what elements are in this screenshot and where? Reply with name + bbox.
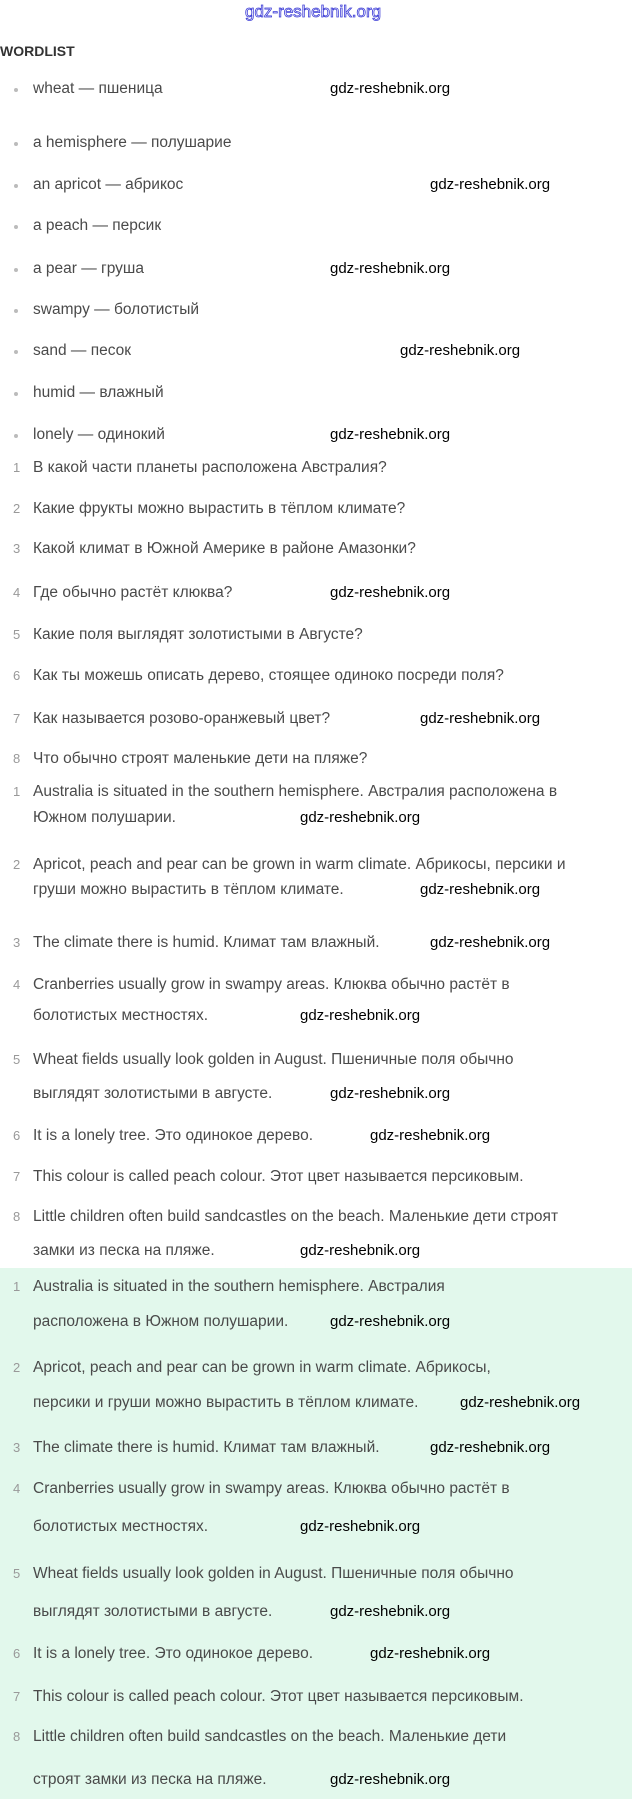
watermark: gdz-reshebnik.org xyxy=(330,1603,451,1620)
question-text: Какие поля выглядят золотистыми в Августе? xyxy=(33,626,363,643)
answer-number: 4 xyxy=(13,977,21,992)
question-text: Какой климат в Южной Америке в районе Амазонки? xyxy=(33,540,416,557)
watermark: gdz-reshebnik.org xyxy=(300,809,421,826)
bullet-icon xyxy=(14,309,18,313)
wordlist-item: wheat — пшеница xyxy=(33,80,163,97)
answer-text: строят замки из песка на пляже. xyxy=(33,1771,267,1788)
question-number: 7 xyxy=(13,711,21,726)
watermark: gdz-reshebnik.org xyxy=(330,1771,451,1788)
answer-number: 1 xyxy=(13,1279,21,1294)
question-text: Какие фрукты можно вырастить в тёплом климате? xyxy=(33,500,406,517)
question-text: В какой части планеты расположена Австралия? xyxy=(33,459,387,476)
answer-text: Little children often build sandcastles on the beach. Маленькие дети xyxy=(33,1728,507,1745)
question-text: Как ты можешь описать дерево, стоящее одиноко посреди поля? xyxy=(33,667,504,684)
bullet-icon xyxy=(14,268,18,272)
watermark: gdz-reshebnik.org xyxy=(300,1518,421,1535)
watermark: gdz-reshebnik.org xyxy=(330,80,451,97)
answer-number: 3 xyxy=(13,935,21,950)
answer-text: Australia is situated in the southern hemisphere. Австралия xyxy=(33,1278,445,1295)
answer-text: The climate there is humid. Климат там влажный. xyxy=(33,934,380,951)
answer-text: замки из песка на пляже. xyxy=(33,1242,215,1259)
question-text: Как называется розово-оранжевый цвет? xyxy=(33,710,331,727)
wordlist-item: a hemisphere — полушарие xyxy=(33,134,232,151)
answer-text: персики и груши можно вырастить в тёплом климате. xyxy=(33,1394,419,1411)
site-logo: gdz-reshebnik.org xyxy=(245,2,382,21)
answer-text: This colour is called peach colour. Этот цвет называется персиковым. xyxy=(33,1168,524,1185)
question-text: Что обычно строят маленькие дети на пляже? xyxy=(33,750,368,767)
question-number: 8 xyxy=(13,751,21,766)
watermark: gdz-reshebnik.org xyxy=(330,260,451,277)
bullet-icon xyxy=(14,142,18,146)
question-number: 6 xyxy=(13,668,21,683)
answer-number: 5 xyxy=(13,1052,21,1067)
answer-text: Australia is situated in the southern hemisphere. Австралия расположена в xyxy=(33,783,558,800)
watermark: gdz-reshebnik.org xyxy=(330,1313,451,1330)
question-number: 2 xyxy=(13,501,21,516)
answer-number: 6 xyxy=(13,1128,21,1143)
watermark: gdz-reshebnik.org xyxy=(420,710,541,727)
question-number: 4 xyxy=(13,585,21,600)
answer-text: This colour is called peach colour. Этот цвет называется персиковым. xyxy=(33,1688,524,1705)
answer-text: Cranberries usually grow in swampy areas. Клюква обычно растёт в xyxy=(33,1480,510,1497)
wordlist-item: lonely — одинокий xyxy=(33,426,165,443)
watermark: gdz-reshebnik.org xyxy=(420,881,541,898)
answer-text: Южном полушарии. xyxy=(33,809,176,826)
bullet-icon xyxy=(14,434,18,438)
answer-text: The climate there is humid. Климат там влажный. xyxy=(33,1439,380,1456)
bullet-icon xyxy=(14,225,18,229)
watermark: gdz-reshebnik.org xyxy=(370,1127,491,1144)
bullet-icon xyxy=(14,184,18,188)
question-text: Где обычно растёт клюква? xyxy=(33,584,233,601)
watermark: gdz-reshebnik.org xyxy=(430,1439,551,1456)
answer-text: расположена в Южном полушарии. xyxy=(33,1313,289,1330)
answer-text: болотистых местностях. xyxy=(33,1518,209,1535)
watermark: gdz-reshebnik.org xyxy=(330,584,451,601)
wordlist-item: sand — песок xyxy=(33,342,132,359)
bullet-icon xyxy=(14,88,18,92)
watermark: gdz-reshebnik.org xyxy=(300,1242,421,1259)
watermark: gdz-reshebnik.org xyxy=(460,1394,581,1411)
watermark: gdz-reshebnik.org xyxy=(430,934,551,951)
answer-number: 5 xyxy=(13,1566,21,1581)
question-number: 5 xyxy=(13,627,21,642)
wordlist-item: a pear — груша xyxy=(33,260,144,277)
answer-number: 1 xyxy=(13,784,21,799)
answer-text: Apricot, peach and pear can be grown in warm climate. Абрикосы, персики и xyxy=(33,856,566,873)
answer-text: болотистых местностях. xyxy=(33,1007,209,1024)
watermark: gdz-reshebnik.org xyxy=(370,1645,491,1662)
watermark: gdz-reshebnik.org xyxy=(430,176,551,193)
wordlist-item: a peach — персик xyxy=(33,217,162,234)
answer-text: Wheat fields usually look golden in August. Пшеничные поля обычно xyxy=(33,1565,514,1582)
answer-number: 8 xyxy=(13,1729,21,1744)
page-title: WORDLIST xyxy=(0,43,75,59)
answer-text: Little children often build sandcastles on the beach. Маленькие дети строят xyxy=(33,1208,559,1225)
answer-number: 2 xyxy=(13,857,21,872)
answer-number: 7 xyxy=(13,1169,21,1184)
answer-text: It is a lonely tree. Это одинокое дерево. xyxy=(33,1645,314,1662)
answer-number: 8 xyxy=(13,1209,21,1224)
answer-text: выглядят золотистыми в августе. xyxy=(33,1603,273,1620)
wordlist-item: humid — влажный xyxy=(33,384,164,401)
watermark: gdz-reshebnik.org xyxy=(300,1007,421,1024)
bullet-icon xyxy=(14,350,18,354)
answer-text: Apricot, peach and pear can be grown in warm climate. Абрикосы, xyxy=(33,1359,491,1376)
answer-number: 3 xyxy=(13,1440,21,1455)
answer-text: Cranberries usually grow in swampy areas. Клюква обычно растёт в xyxy=(33,976,510,993)
answer-text: Wheat fields usually look golden in August. Пшеничные поля обычно xyxy=(33,1051,514,1068)
answer-number: 4 xyxy=(13,1481,21,1496)
bullet-icon xyxy=(14,392,18,396)
watermark: gdz-reshebnik.org xyxy=(400,342,521,359)
answer-text: груши можно вырастить в тёплом климате. xyxy=(33,881,344,898)
wordlist-item: an apricot — абрикос xyxy=(33,176,184,193)
watermark: gdz-reshebnik.org xyxy=(330,1085,451,1102)
answer-number: 2 xyxy=(13,1360,21,1375)
question-number: 3 xyxy=(13,541,21,556)
answer-number: 7 xyxy=(13,1689,21,1704)
watermark: gdz-reshebnik.org xyxy=(330,426,451,443)
question-number: 1 xyxy=(13,460,21,475)
answer-text: выглядят золотистыми в августе. xyxy=(33,1085,273,1102)
answer-text: It is a lonely tree. Это одинокое дерево. xyxy=(33,1127,314,1144)
answer-number: 6 xyxy=(13,1646,21,1661)
wordlist-item: swampy — болотистый xyxy=(33,301,200,318)
